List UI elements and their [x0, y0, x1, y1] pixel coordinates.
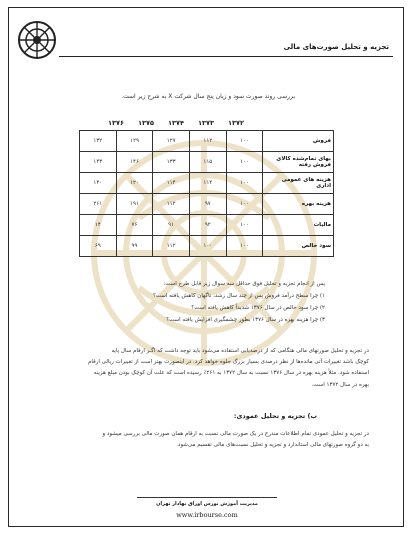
intro-text: بررسی روند صورت سود و زیان پنج سال شرکت X به شرح زیر است.	[121, 93, 295, 100]
table-cell: ۱۹۱	[116, 194, 153, 215]
footer-url: www.irbourse.com	[176, 511, 238, 519]
table-cell: ۱۳۳	[153, 152, 190, 173]
row-label: فروش	[263, 131, 334, 152]
row-label: هزینه های عمومی اداری	[263, 173, 334, 194]
table-cell: ۱۱۴	[189, 173, 226, 194]
paragraph-line: در تجزیه و تحلیل عمودی تمام اطلاعات مندرج در یک صورت مالی نسبت به ارقام همان صورت مالی بررسی میشود و	[102, 431, 369, 437]
table-row	[80, 194, 334, 215]
table-cell: ۱۴۰	[80, 173, 117, 194]
table-cell: ۱۲۰	[116, 173, 153, 194]
header-divider	[59, 56, 393, 57]
table-cell: ۷۶	[116, 215, 153, 236]
paragraph-line: به دو گروه صورتهای مالی استاندارد و تجزیه و تحلیل نسبت‌های مالی تقسیم می‌شود.	[176, 442, 369, 449]
paragraph-line: کوچک باشد تغییرات آتی مانده‌ها از نظر درصدی بسیار بزرگ جلوه خواهد کرد. در اینصورت بهتر است از تغییرات ریالی ارقام	[88, 359, 369, 366]
row-label: مالیات	[263, 215, 334, 236]
table-cell: ۲۶۱	[80, 194, 117, 215]
question-list	[65, 278, 325, 326]
list-item: ۳) چرا هزینه بهره در سال ۱۳۷۶ بطور چشمگیری افزایش یافته است؟	[166, 317, 325, 323]
paragraph-line: در تجزیه و تحلیل صورتهای مالی هنگامی که از درصدیابی استفاده می‌شود باید توجه داشت که اگـر ارقام سال پایه	[111, 348, 369, 354]
table-cell: ۹۲	[189, 215, 226, 236]
year-headers	[101, 119, 251, 129]
page-header	[9, 8, 404, 70]
year-header: ۱۳۷۳	[198, 119, 214, 127]
exchange-logo-icon	[17, 20, 57, 60]
table-row	[80, 173, 334, 194]
table-cell: ۱۲۷	[153, 131, 190, 152]
table-cell: ۱۱۵	[189, 152, 226, 173]
table-cell: ۱۴۶	[116, 152, 153, 173]
year-header: ۱۳۷۲	[228, 119, 244, 127]
table-cell: ۱۰۰	[226, 215, 263, 236]
table-cell: ۱۰۰	[226, 173, 263, 194]
section-paragraph	[49, 429, 369, 451]
table-cell: ۱۰۰	[226, 131, 263, 152]
row-label: سود خالص	[263, 236, 334, 257]
body-paragraph	[49, 346, 369, 391]
table-cell: ۱۲۹	[116, 131, 153, 152]
table-cell: ۱۰۰	[226, 236, 263, 257]
list-item: ۲) چرا سود خالص در سال ۱۳۷۶ شدیداً کاهش یافته است؟	[191, 305, 325, 311]
year-header: ۱۳۷۴	[168, 119, 184, 127]
document-page	[8, 7, 404, 527]
table-row	[80, 131, 334, 152]
table-row	[80, 236, 334, 257]
table-cell: ۱۱۲	[153, 236, 190, 257]
table-row	[80, 152, 334, 173]
table-cell: ۱۴	[80, 215, 117, 236]
paragraph-line: بهره در سال ۱۳۷۲ است.	[311, 381, 369, 388]
year-header: ۱۳۷۵	[138, 119, 154, 127]
table-cell: ۱۱۴	[153, 173, 190, 194]
year-header: ۱۳۷۶	[108, 119, 124, 127]
list-item: ۱) چرا سطح درآمد فروش پس از چند سال رشد، ناگهان کاهش یافته است؟	[152, 293, 325, 299]
header-title: تجزیه و تحلیل صورت‌های مالی	[283, 43, 389, 51]
question-intro: پس از انجام تجزیه و تحلیل فوق حداقل سه سوال زیر قابل طرح است:	[163, 281, 325, 287]
paragraph-line: استفاده شود. مثلاً هزینه بهره در سال ۱۳۷۶ نسبت به سال ۱۳۷۲ به ۲۶۱٪ رسیده است که علت آن کوچک بودن مبلغ هزینه	[93, 370, 369, 377]
footer-divider	[137, 497, 277, 498]
table-cell: ۱۱۲	[189, 131, 226, 152]
table-row	[80, 215, 334, 236]
row-label: هزینه بهره	[263, 194, 334, 215]
row-label: بهای تمام‌شده کالای فروش رفته	[263, 152, 334, 173]
table-cell: ۹۹	[116, 236, 153, 257]
trend-table	[79, 130, 334, 257]
table-cell: ۹۱	[153, 215, 190, 236]
table-cell: ۱۰۰	[226, 194, 263, 215]
table-cell: ۹۷	[189, 194, 226, 215]
table-cell: ۱۱۲	[153, 194, 190, 215]
table-cell: ۱۰۰	[189, 236, 226, 257]
table-cell: ۱۳۲	[80, 131, 117, 152]
table-cell: ۱۰۰	[226, 152, 263, 173]
table-cell: ۶۹	[80, 236, 117, 257]
section-heading: ب) تجزیه و تحلیل عمودی:	[233, 412, 317, 420]
footer-organization: مدیریت آموزش بورس اوراق بهادار تهران	[156, 501, 258, 507]
table-cell: ۱۴۳	[80, 152, 117, 173]
